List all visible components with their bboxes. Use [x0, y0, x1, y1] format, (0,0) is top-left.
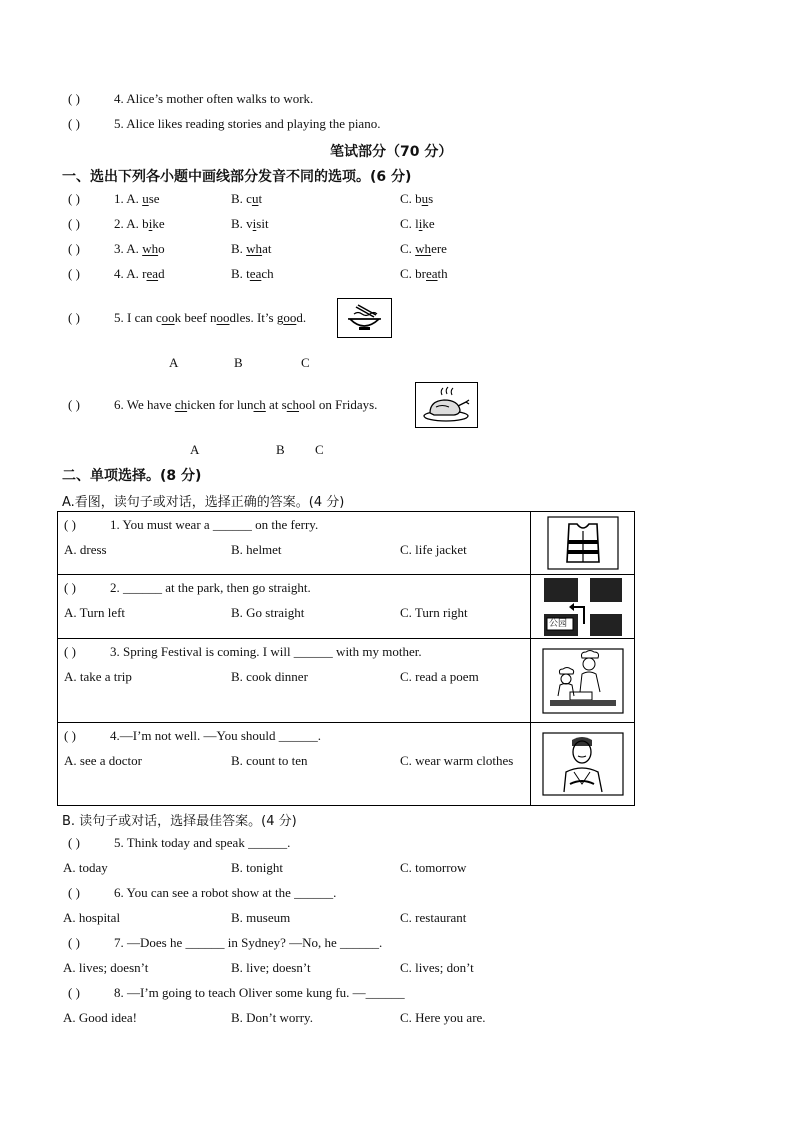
option-b[interactable]: B. live; doesn’t [231, 960, 311, 975]
option-c[interactable]: C. Here you are. [400, 1010, 486, 1025]
listening-item-4 [68, 91, 313, 107]
life-jacket-icon [547, 516, 619, 570]
answer-paren[interactable]: ( ) [68, 935, 80, 950]
option-a[interactable]: A. today [63, 860, 108, 875]
label-a: A [169, 355, 179, 370]
option-a[interactable]: A. Turn left [64, 605, 126, 620]
option-b[interactable]: B. Go straight [231, 605, 305, 620]
option-b[interactable]: B. count to ten [231, 753, 308, 768]
q-text: 7. —Does he ______ in Sydney? —No, he ______. [114, 935, 383, 950]
option-a[interactable]: A. see a doctor [64, 753, 142, 768]
q-text: 1. You must wear a ______ on the ferry. [110, 517, 319, 532]
q-num: 5. [114, 310, 124, 325]
label-b: B [234, 355, 243, 370]
q-num: 2. [114, 216, 124, 231]
direction-picture [530, 575, 635, 638]
option-c[interactable]: C. like [400, 216, 435, 231]
listening-item-5 [68, 116, 380, 132]
q-num: 6. [114, 397, 124, 412]
option-b[interactable]: B. cut [231, 191, 263, 206]
phonics-q1 [68, 191, 588, 209]
answer-paren[interactable]: ( ) [68, 310, 80, 325]
option-a[interactable]: A. Good idea! [63, 1010, 138, 1025]
answer-paren[interactable]: ( ) [68, 191, 80, 206]
q-num: 4. [114, 91, 124, 106]
partA-title: A.看图，读句子或对话，选择正确的答案。(4 分) [62, 495, 345, 510]
option-b[interactable]: B. teach [231, 266, 274, 281]
chicken-picture [415, 382, 478, 428]
option-a[interactable]: A. bike [126, 216, 165, 231]
q-text: 5. Think today and speak ______. [114, 835, 291, 850]
underline-c: oo [283, 310, 297, 325]
answer-paren[interactable]: ( ) [68, 241, 80, 256]
answer-paren[interactable]: ( ) [68, 835, 80, 850]
q-text: 2. ______ at the park, then go straight. [110, 580, 311, 595]
mc-q8 [68, 985, 405, 1001]
option-c[interactable]: C. read a poem [400, 669, 479, 684]
phonics-q4 [68, 266, 588, 284]
phonics-q5: ( ) 5. I can cook beef noodles. It’s good. [68, 310, 307, 325]
roast-chicken-icon [416, 383, 477, 427]
answer-paren[interactable]: ( ) [68, 985, 80, 1000]
sick-man-icon [542, 732, 624, 796]
option-b[interactable]: B. Don’t worry. [231, 1010, 313, 1025]
mc-q6 [68, 885, 336, 901]
phonics-q3 [68, 241, 588, 259]
answer-paren[interactable]: ( ) [68, 116, 80, 131]
chefs-cooking-icon [542, 648, 624, 714]
section2-title: 二、单项选择。(8 分) [62, 468, 202, 484]
q-num: 5. [114, 116, 124, 131]
q-num: 4. [114, 266, 124, 281]
mc-q5 [68, 835, 290, 851]
table-row [58, 723, 634, 805]
option-b[interactable]: B. cook dinner [231, 669, 308, 684]
answer-paren[interactable]: ( ) [68, 216, 80, 231]
table-row [58, 512, 634, 575]
option-b[interactable]: B. helmet [231, 542, 282, 557]
q-text: 4.—I’m not well. —You should ______. [110, 728, 322, 743]
answer-paren[interactable]: ( ) [68, 397, 80, 412]
underline-a: ch [174, 397, 188, 412]
option-a[interactable]: A. use [126, 191, 160, 206]
q-num: 1. [114, 191, 124, 206]
table-row [58, 575, 634, 639]
answer-paren[interactable]: ( ) [68, 91, 80, 106]
answer-paren[interactable]: ( ) [64, 644, 76, 659]
option-a[interactable]: A. who [126, 241, 165, 256]
answer-paren[interactable]: ( ) [68, 885, 80, 900]
q-text: 3. Spring Festival is coming. I will ______ with my mother. [110, 644, 422, 659]
option-c[interactable]: C. tomorrow [400, 860, 467, 875]
q-num: 3. [114, 241, 124, 256]
phonics-q6: ( ) 6. We have chicken for lunch at school on Fridays. [68, 397, 378, 412]
underline-c: ch [286, 397, 300, 412]
option-c[interactable]: C. restaurant [400, 910, 467, 925]
q-text: Alice likes reading stories and playing the piano. [126, 116, 381, 131]
option-b[interactable]: B. what [231, 241, 272, 256]
picture-question-table [57, 511, 635, 806]
label-c: C [301, 355, 310, 370]
q-text: 8. —I’m going to teach Oliver some kung fu. —______ [114, 985, 405, 1000]
mc-q7 [68, 935, 382, 951]
option-b[interactable]: B. tonight [231, 860, 284, 875]
option-a[interactable]: A. hospital [63, 910, 121, 925]
section1-title: 一、选出下列各小题中画线部分发音不同的选项。(6 分) [62, 169, 412, 185]
label-b: B [276, 442, 285, 457]
option-c[interactable]: C. life jacket [400, 542, 467, 557]
answer-paren[interactable]: ( ) [64, 728, 76, 743]
noodles-picture [337, 298, 392, 338]
label-c: C [315, 442, 324, 457]
answer-paren[interactable]: ( ) [64, 580, 76, 595]
q-text: Alice’s mother often walks to work. [126, 91, 314, 106]
option-b[interactable]: B. visit [231, 216, 269, 231]
phonics-q2 [68, 216, 588, 234]
option-b[interactable]: B. museum [231, 910, 291, 925]
answer-paren[interactable]: ( ) [64, 517, 76, 532]
table-row [58, 639, 634, 723]
option-a[interactable]: A. dress [64, 542, 107, 557]
q-text: 6. You can see a robot show at the ______. [114, 885, 337, 900]
sick-man-picture [530, 723, 635, 805]
label-a: A [190, 442, 200, 457]
option-c[interactable]: C. wear warm clothes [400, 753, 514, 768]
noodle-bowl-icon [338, 299, 391, 337]
answer-paren[interactable]: ( ) [68, 266, 80, 281]
option-c[interactable]: C. where [400, 241, 447, 256]
park-sign: 公园 [549, 619, 568, 629]
partB-title: B. 读句子或对话，选择最佳答案。(4 分) [62, 814, 297, 829]
option-c[interactable]: C. lives; don’t [400, 960, 474, 975]
option-c[interactable]: C. Turn right [400, 605, 468, 620]
underline-a: oo [161, 310, 175, 325]
option-c[interactable]: C. breath [400, 266, 448, 281]
written-part-title: 笔试部分（70 分） [330, 144, 453, 160]
option-c[interactable]: C. bus [400, 191, 434, 206]
underline-b: ch [253, 397, 266, 412]
underline-b: oo [216, 310, 230, 325]
option-a[interactable]: A. read [126, 266, 165, 281]
cooking-picture [530, 639, 635, 722]
option-a[interactable]: A. lives; doesn’t [63, 960, 149, 975]
option-a[interactable]: A. take a trip [64, 669, 132, 684]
life-jacket-picture [530, 512, 635, 574]
